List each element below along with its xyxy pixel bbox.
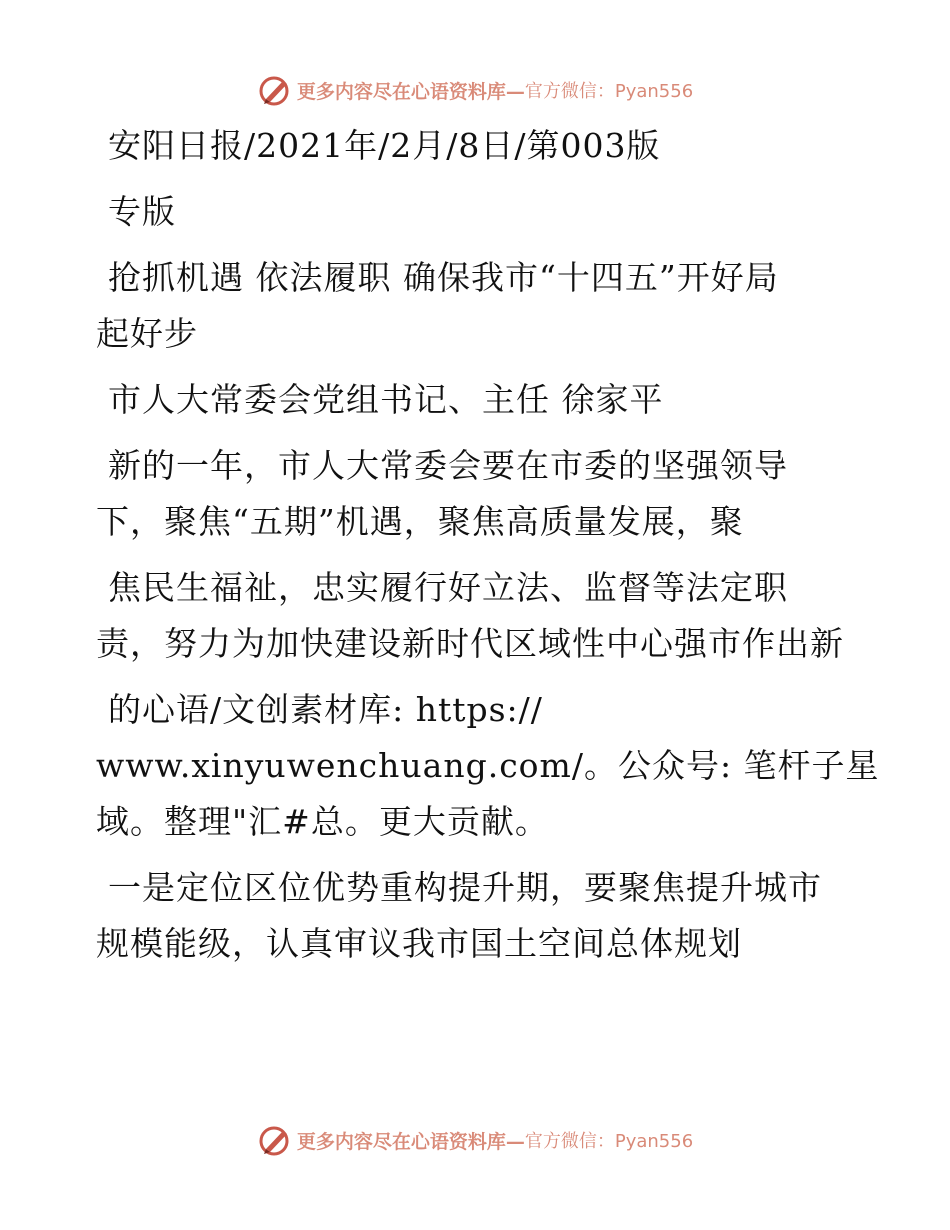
watermark-banner-top — [0, 70, 950, 110]
body-line: 的心语/文创素材库: https:// — [108, 690, 543, 729]
body-line: 域。整理"汇#总。更大贡献。 — [96, 802, 549, 841]
body-line: 下，聚焦“五期”机遇，聚焦高质量发展，聚 — [96, 502, 744, 541]
watermark-banner-bottom — [0, 1120, 950, 1160]
body-line: 新的一年，市人大常委会要在市委的坚强领导 — [108, 446, 788, 485]
pen-logo-icon — [257, 1122, 293, 1158]
body-line: 规模能级，认真审议我市国土空间总体规划 — [96, 924, 742, 963]
watermark-text: 更多内容尽在心语资料库— — [296, 1130, 525, 1153]
article-title-line2: 起好步 — [96, 314, 198, 353]
pen-logo-icon — [257, 72, 293, 108]
section-label: 专版 — [108, 192, 176, 231]
document-body — [96, 118, 886, 972]
article-title-line1: 抢抓机遇 依法履职 确保我市“十四五”开好局 — [108, 258, 779, 297]
watermark-wechat: 官方微信：Pyan556 — [524, 81, 694, 102]
body-line: www.xinyuwenchuang.com/。公众号: 笔杆子星 — [96, 746, 880, 785]
watermark-wechat: 官方微信：Pyan556 — [524, 1131, 694, 1152]
body-line: 一是定位区位优势重构提升期，要聚焦提升城市 — [108, 868, 822, 907]
body-line: 责，努力为加快建设新时代区域性中心强市作出新 — [96, 624, 844, 663]
body-line: 焦民生福祉，忠实履行好立法、监督等法定职 — [108, 568, 788, 607]
author-line: 市人大常委会党组书记、主任 徐家平 — [108, 380, 664, 419]
watermark-text: 更多内容尽在心语资料库— — [296, 80, 525, 103]
newspaper-dateline: 安阳日报/2021年/2月/8日/第003版 — [108, 126, 661, 165]
